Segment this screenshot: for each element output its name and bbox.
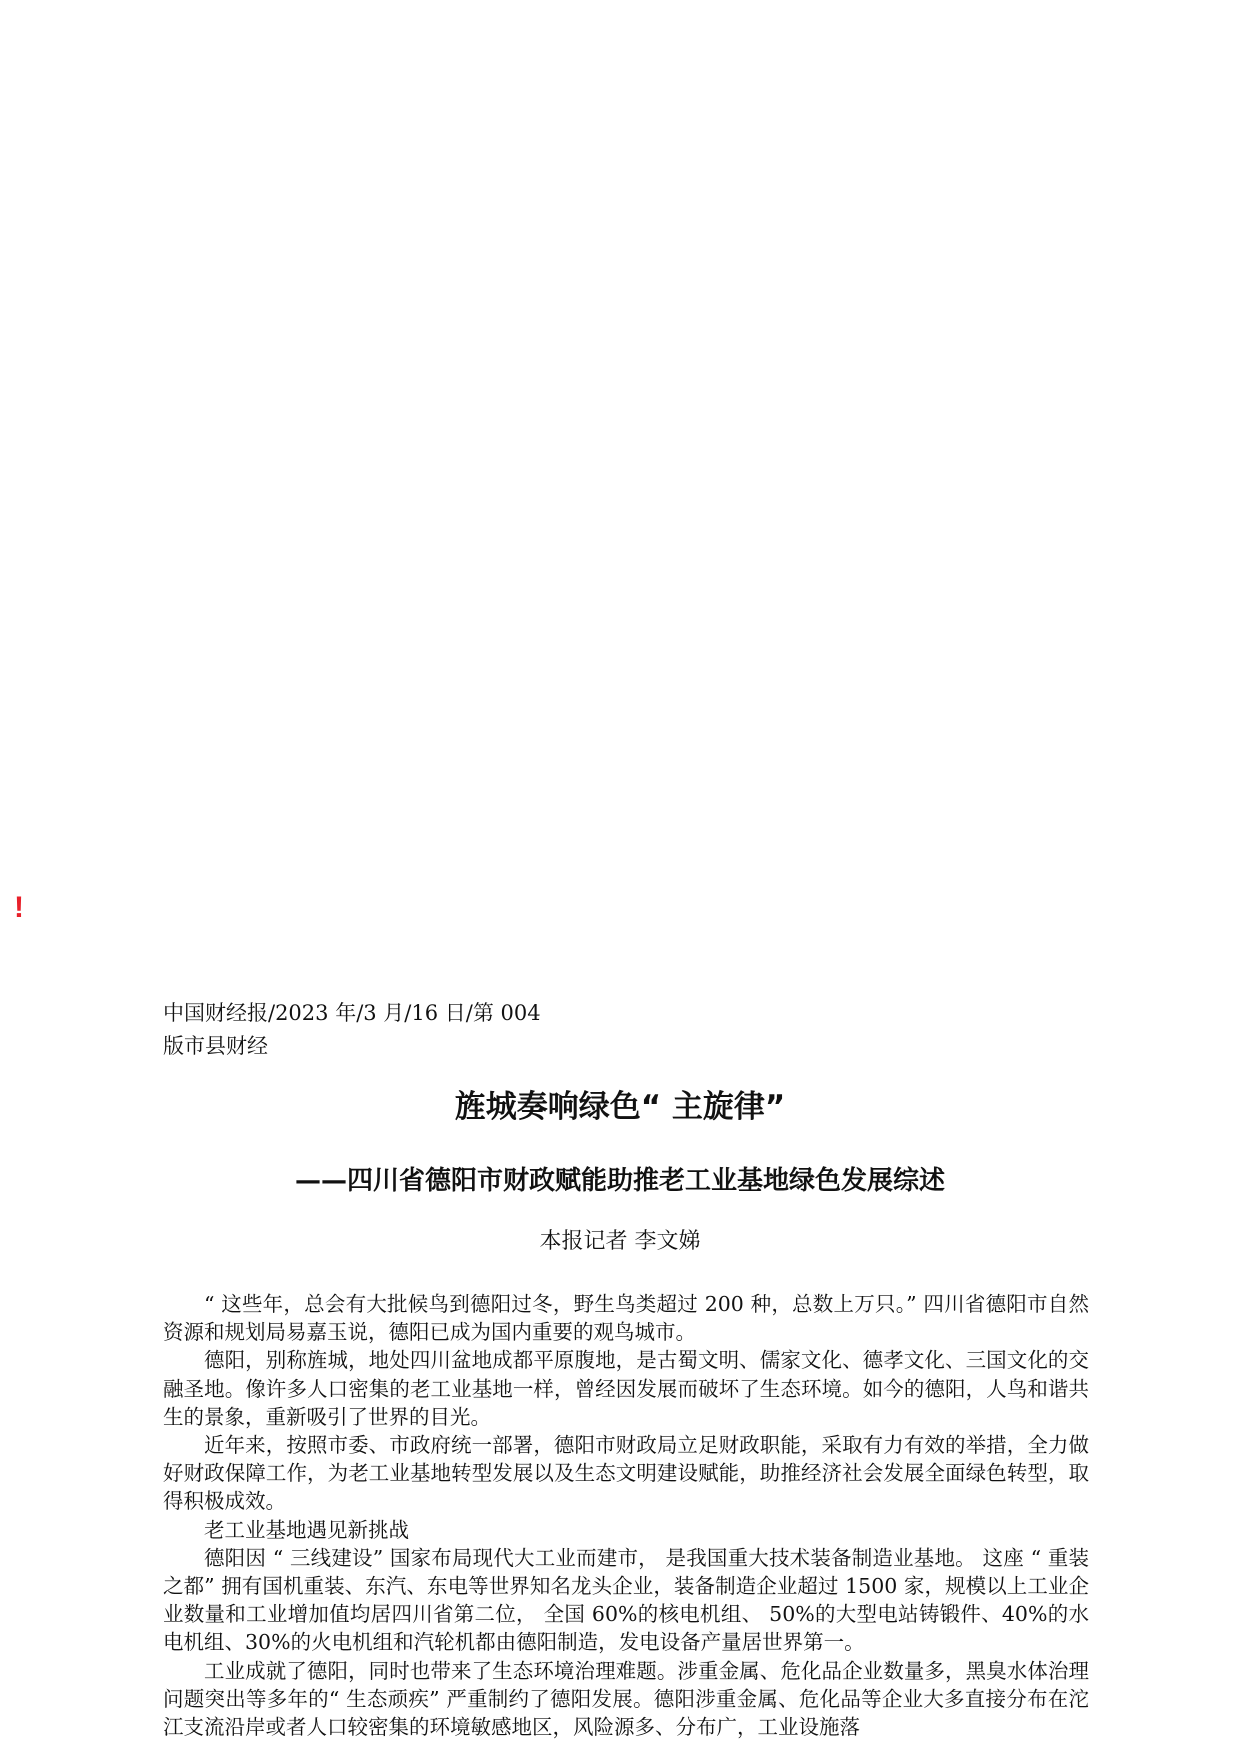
article-body xyxy=(163,1290,1089,1741)
paragraph: 德阳，别称旌城，地处四川盆地成都平原腹地，是古蜀文明、儒家文化、德孝文化、三国文化的交融圣地。像许多人口密集的老工业基地一样，曾经因发展而破坏了生态环境。如今的德阳，人鸟和谐共生的景象，重新吸引了世界的目光。 xyxy=(163,1348,1089,1429)
article-byline: 本报记者 李文娣 xyxy=(539,1229,701,1254)
article-title: 旌城奏响绿色“ 主旋律” xyxy=(454,1089,786,1125)
paragraph: 工业成就了德阳，同时也带来了生态环境治理难题。涉重金属、危化品企业数量多，黑臭水体治理问题突出等多年的“ 生态顽疾” 严重制约了德阳发展。德阳涉重金属、危化品等企业大多直接分布在沱江支流沿岸或者人口较密集的环境敏感地区，风险源多、分布广，工业设施落 xyxy=(163,1658,1089,1740)
paragraph: 德阳因 “ 三线建设” 国家布局现代大工业而建市， 是我国重大技术装备制造业基地。 这座 “ 重装之都” 拥有国机重装、东汽、东电等世界知名龙头企业，装备制造企业超过 1500 家，规模以上工业企业数量和工业增加值均居四川省第二位， 全国 60%的核电机组、 50%的大型电站铸锻件、40%的水电机组、30%的火电机组和汽轮机都由德阳制造，发电设备产量居世界第一。 xyxy=(163,1545,1089,1655)
paragraph: “ 这些年，总会有大批候鸟到德阳过冬，野生鸟类超过 200 种，总数上万只。” 四川省德阳市自然资源和规划局易嘉玉说，德阳已成为国内重要的观鸟城市。 xyxy=(163,1292,1089,1345)
source-line-2: 版市县财经 xyxy=(163,1034,268,1058)
red-exclamation-mark: ! xyxy=(14,891,24,924)
source-line-1: 中国财经报/2023 年/3 月/16 日/第 004 xyxy=(163,1001,541,1025)
section-heading: 老工业基地遇见新挑战 xyxy=(204,1517,409,1542)
source-info xyxy=(163,997,541,1063)
article-subtitle: ——四川省德阳市财政赋能助推老工业基地绿色发展综述 xyxy=(294,1166,945,1196)
paragraph: 近年来，按照市委、市政府统一部署，德阳市财政局立足财政职能，采取有力有效的举措，全力做好财政保障工作，为老工业基地转型发展以及生态文明建设赋能，助推经济社会发展全面绿色转型，取得积极成效。 xyxy=(163,1433,1089,1514)
